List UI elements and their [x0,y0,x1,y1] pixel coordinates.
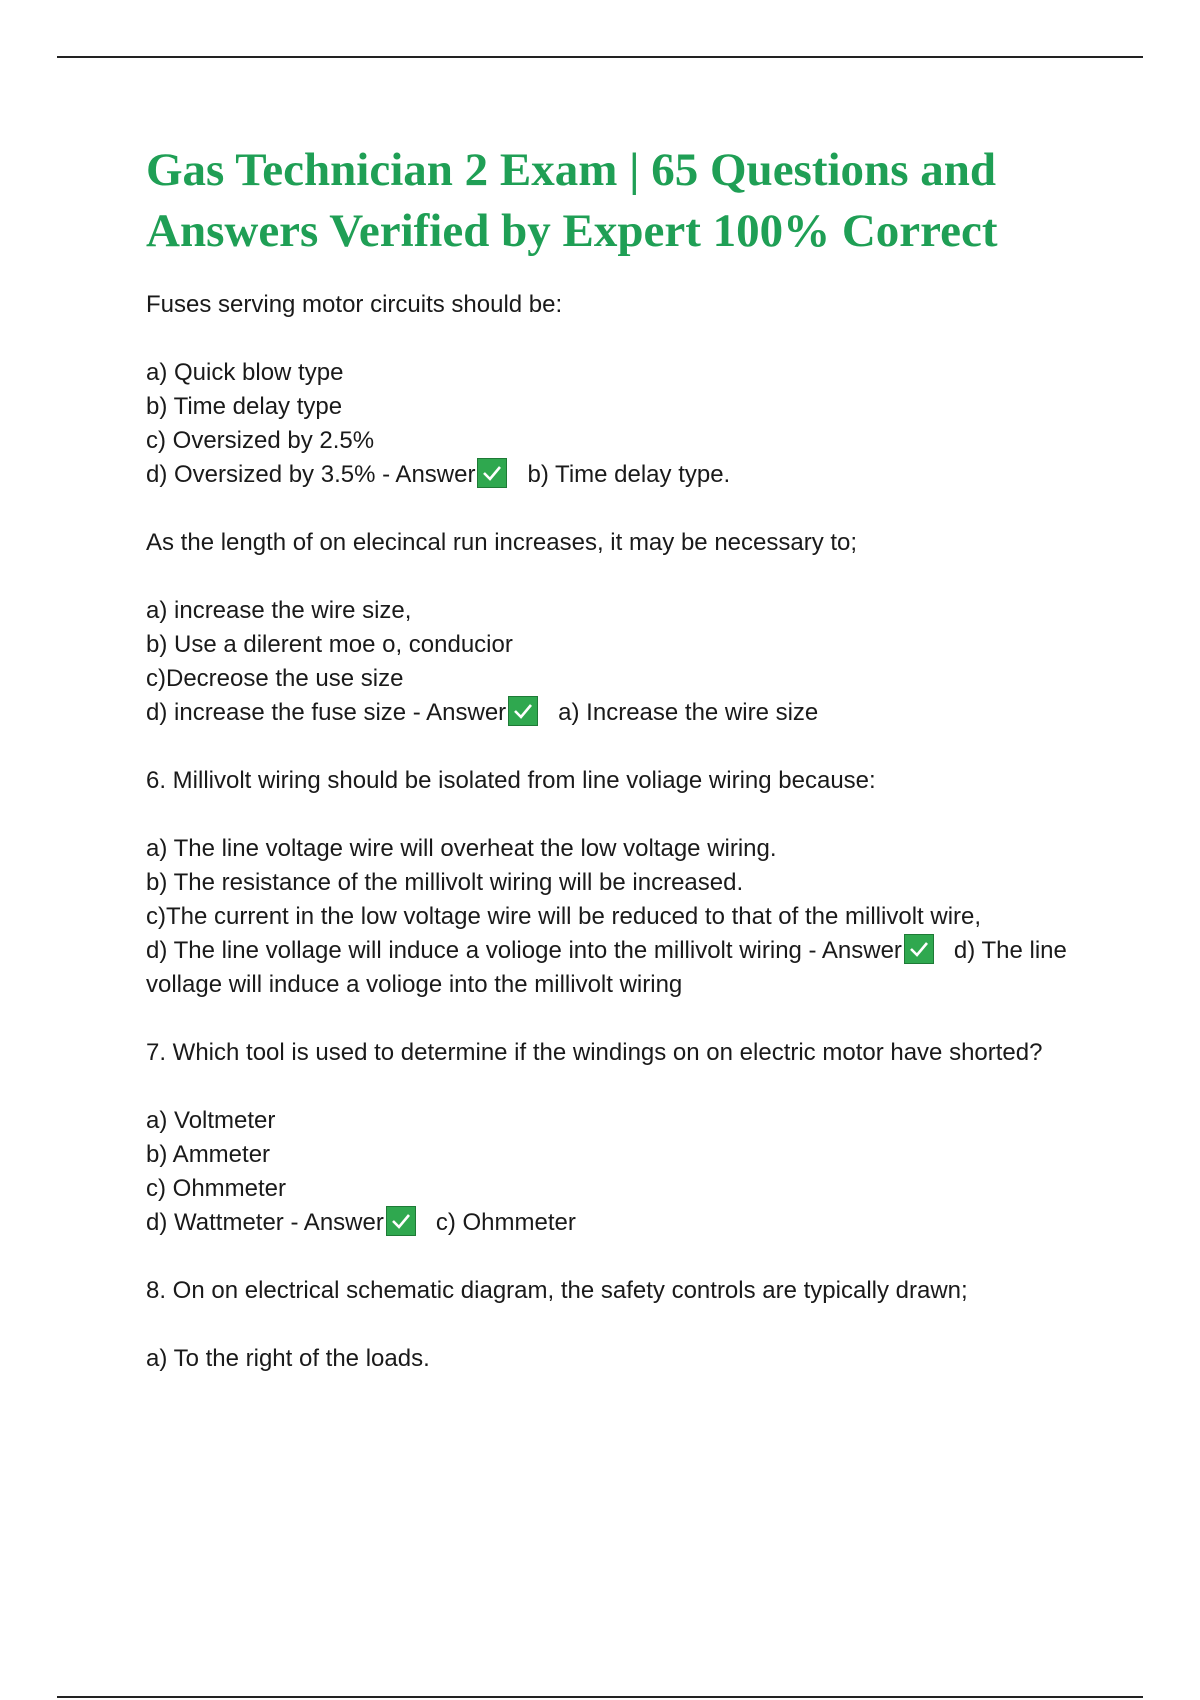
option-answer-line [146,458,1086,492]
question-block [146,1036,1086,1240]
option-list [146,1342,1086,1376]
check-mark-icon [386,1206,416,1236]
option-list [146,594,1086,730]
footer-rule [57,1696,1143,1698]
option-item: a) The line voltage wire will overheat the low voltage wiring. [146,835,777,862]
option-item: a) Voltmeter [146,1107,276,1134]
answer-text: b) Time delay type. [527,461,731,488]
option-item: c) Oversized by 2.5% [146,427,375,454]
question-block [146,288,1086,492]
option-item: a) To the right of the loads. [146,1345,430,1372]
option-item: c)Decreose the use size [146,665,404,692]
option-item: b) Use a dilerent moe o, conducior [146,631,513,658]
option-item: a) Quick blow type [146,359,344,386]
document-title: Gas Technician 2 Exam | 65 Questions and Answers Verified by Expert 100% Correct [146,144,998,257]
option-item: c)The current in the low voltage wire will be reduced to that of the millivolt wire, [146,903,982,930]
answer-text: a) Increase the wire size [558,699,819,726]
option-list [146,1104,1086,1240]
option-list [146,356,1086,492]
check-mark-icon [508,696,538,726]
answer-text: d) The line vollage will induce a volioge into the millivolt wiring [146,937,1067,998]
question-block [146,764,1086,1002]
check-mark-icon [904,934,934,964]
option-item: d) Oversized by 3.5% - Answer [146,461,476,488]
option-item: a) increase the wire size, [146,597,412,624]
option-list [146,832,1086,1002]
option-item: b) Ammeter [146,1141,271,1168]
option-answer-line [146,934,1086,1002]
question-text: As the length of on elecincal run increases, it may be necessary to; [146,529,858,556]
option-item: c) Ohmmeter [146,1175,287,1202]
option-item: d) Wattmeter - Answer [146,1209,384,1236]
option-item: b) The resistance of the millivolt wiring will be increased. [146,869,744,896]
question-text: Fuses serving motor circuits should be: [146,291,563,318]
question-text: 6. Millivolt wiring should be isolated from line voliage wiring because: [146,767,876,794]
option-answer-line [146,696,1086,730]
document-body [146,140,1086,1410]
question-block [146,1274,1086,1376]
answer-text: c) Ohmmeter [435,1209,576,1236]
check-mark-icon [477,458,507,488]
option-answer-line [146,1206,1086,1240]
question-block [146,526,1086,730]
option-item: b) Time delay type [146,393,343,420]
question-text: 8. On on electrical schematic diagram, the safety controls are typically drawn; [146,1277,968,1304]
question-text: 7. Which tool is used to determine if the windings on on electric motor have shorted? [146,1039,1043,1066]
option-item: d) The line vollage will induce a volioge into the millivolt wiring - Answer [146,937,902,964]
option-item: d) increase the fuse size - Answer [146,699,507,726]
header-rule [57,56,1143,58]
